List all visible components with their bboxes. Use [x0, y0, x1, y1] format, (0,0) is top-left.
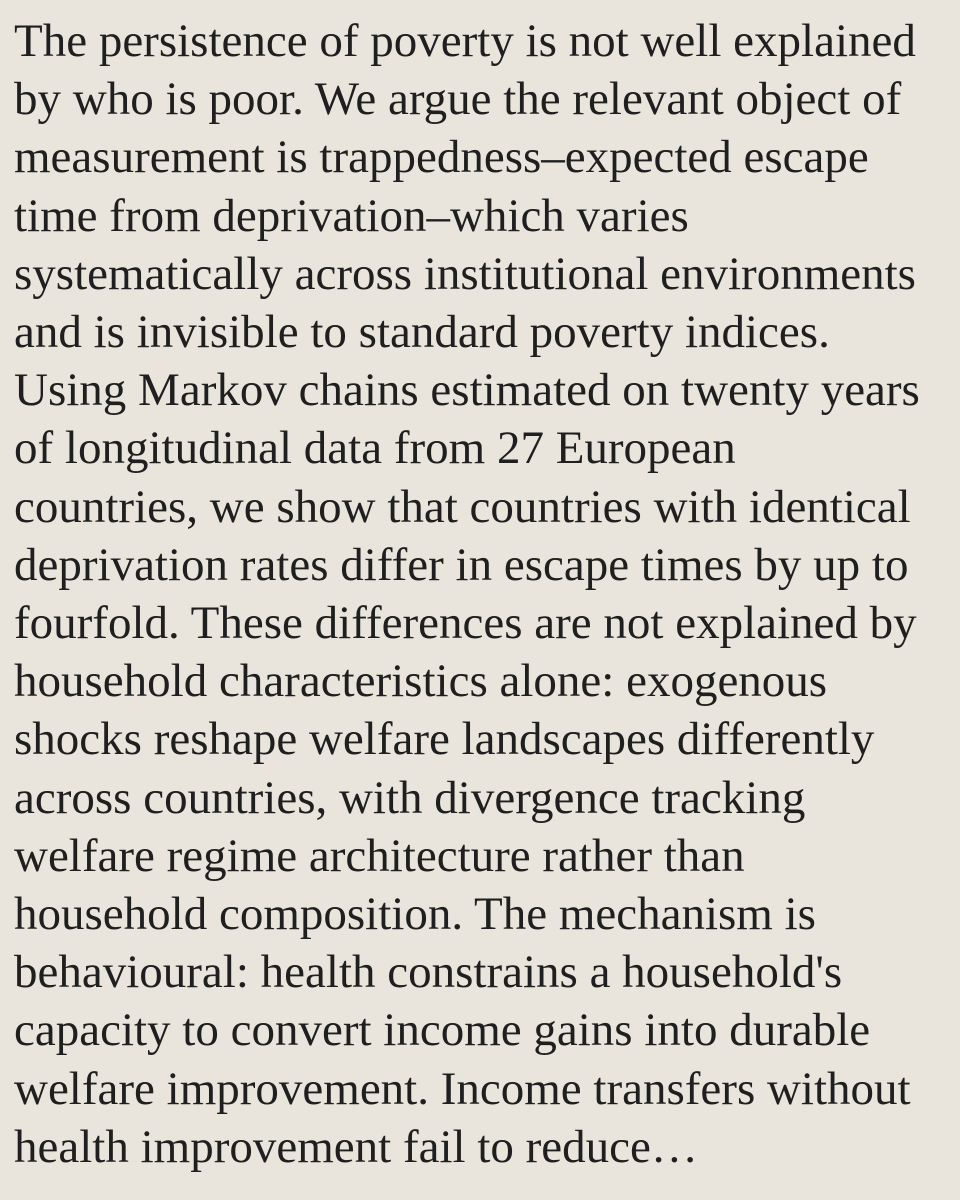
abstract-line: deprivation rates differ in escape times by up to	[14, 538, 909, 591]
abstract-line: countries, we show that countries with identical	[14, 480, 911, 533]
abstract-line: across countries, with divergence tracking	[14, 771, 806, 824]
abstract-line: systematically across institutional environments	[14, 247, 916, 300]
abstract-line: welfare regime architecture rather than	[14, 829, 745, 882]
abstract-line: welfare improvement. Income transfers without	[14, 1062, 911, 1115]
abstract-line: Using Markov chains estimated on twenty years	[14, 364, 920, 417]
abstract-line: fourfold. These differences are not explained by	[14, 597, 917, 650]
abstract-line: measurement is trappedness–expected escape	[14, 131, 869, 184]
abstract-line: behavioural: health constrains a household's	[14, 946, 843, 999]
abstract-line: household characteristics alone: exogenous	[14, 655, 828, 708]
abstract-line: time from deprivation–which varies	[14, 189, 689, 242]
abstract-line: health improvement fail to reduce…	[14, 1120, 698, 1173]
abstract-paragraph	[14, 12, 954, 1176]
abstract-line: of longitudinal data from 27 European	[14, 422, 736, 475]
abstract-line: capacity to convert income gains into durable	[14, 1004, 871, 1057]
abstract-line: by who is poor. We argue the relevant object of	[14, 73, 902, 126]
abstract-line: shocks reshape welfare landscapes differently	[14, 713, 875, 766]
abstract-line: and is invisible to standard poverty indices.	[14, 306, 830, 359]
abstract-line: The persistence of poverty is not well explained	[14, 15, 916, 67]
abstract-line: household composition. The mechanism is	[14, 888, 816, 941]
